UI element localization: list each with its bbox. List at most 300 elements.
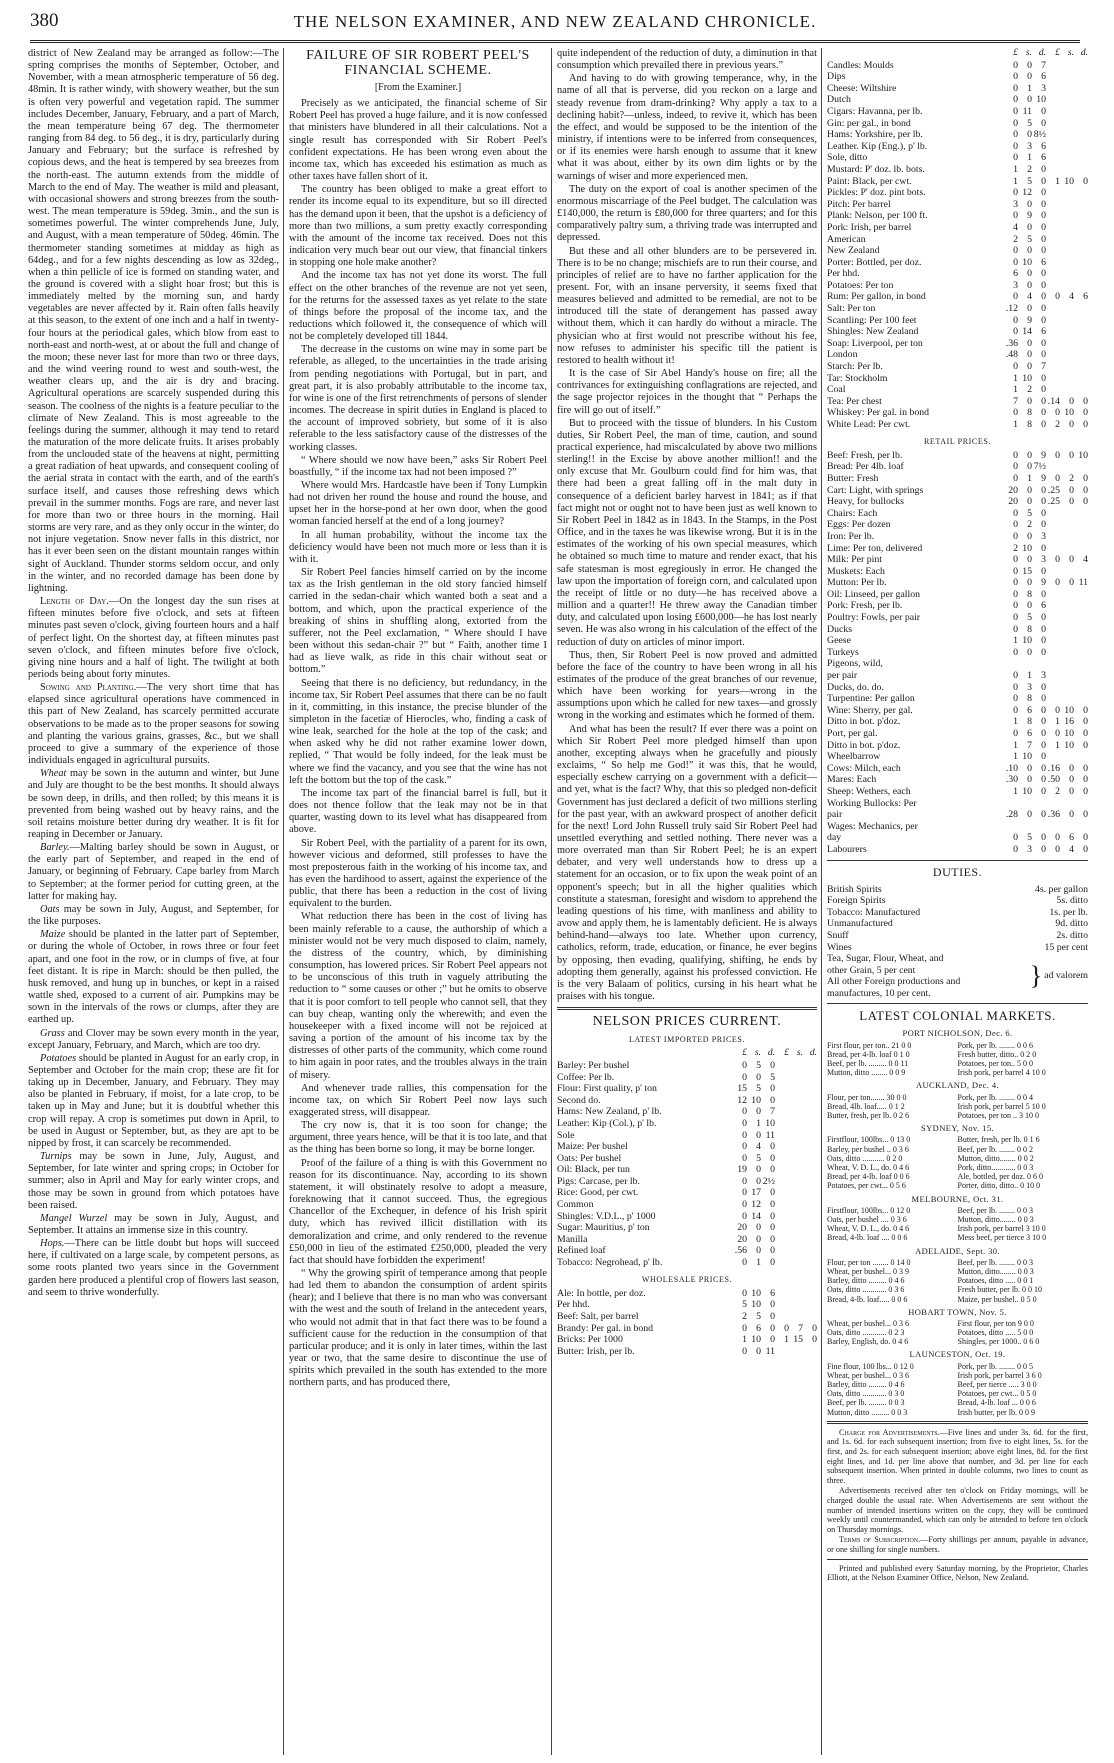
price-value: 0 <box>1055 728 1060 739</box>
paragraph-text: —The very short time that has elapsed since agricultural operations have commenced in this part of New Zealand, has scarcely permitted accurate observations to be made as to the proper seasons for sowing and planting the various grains, grasses, &c., but we shall proceed to give a summary of the experience of those individuals engaged in agricultural pursuits. <box>28 682 279 767</box>
unit-header: £ <box>742 1048 747 1059</box>
price-value: 1 <box>1013 175 1018 187</box>
table-row <box>557 1083 817 1095</box>
price-value <box>803 1245 817 1257</box>
price-item: Milk: Per pint <box>827 554 882 566</box>
price-value: 2 <box>1013 233 1018 245</box>
price-value <box>1074 349 1088 361</box>
price-value <box>1060 71 1074 83</box>
price-value: 0 <box>812 1322 817 1334</box>
price-value: 0 <box>1083 704 1088 716</box>
price-value <box>1032 821 1046 833</box>
paragraph: “ Where should we now have been,” asks Sir Robert Peel boastfully, “ if the income tax had not been imposed ?” <box>289 454 547 478</box>
paragraph-text: may be sown in the autumn and winter, but June and July are thought to be the best months. It should always be sown deep, in drills, and then rolled; by this means it is prevented from being washed out by heavy rains, and the soil retains moisture better during dry weather. It is fit for reaping in December or January. <box>28 768 279 840</box>
price-value: 0 <box>1027 774 1032 786</box>
run-in-head: Hops. <box>40 1238 65 1250</box>
price-value: 10 <box>1022 635 1032 647</box>
table-row <box>557 1095 817 1107</box>
table-row <box>827 164 1088 176</box>
price-value <box>1074 164 1088 176</box>
price-value: 0 <box>1013 449 1018 461</box>
paragraph-text: should be planted in the latter part of September, or during the whole of October, in rows three or four feet apart, and one foot in the row, or in clumps of five, at four feet distant. It is ripe in March: should be then pulled, the husk removed, and hung up in bunches, or kept in a raised wattle shed, exposed to a current of air. Pumpkins may be sown in the intervals of the rows or clumps, after they are earthed up. <box>28 929 279 1026</box>
price-value: 3 <box>1041 530 1046 542</box>
price-item: Working Bullocks: Per <box>827 797 917 809</box>
price-item: Starch: Per lb. <box>827 361 883 373</box>
article-source: [From the Examiner.] <box>374 82 462 93</box>
market-row <box>827 1041 1088 1050</box>
duty-row <box>827 884 1088 896</box>
price-value: 7½ <box>1033 461 1046 473</box>
price-value <box>1060 338 1074 350</box>
section-rule <box>827 1559 1088 1560</box>
price-value <box>1046 222 1060 234</box>
price-value <box>775 1095 789 1107</box>
price-value <box>1046 199 1060 211</box>
table-row <box>827 373 1088 385</box>
price-value: 0 <box>1083 496 1088 508</box>
run-in-head: Wheat <box>40 768 67 780</box>
market-cell: Irish pork, per barrel 3 6 0 <box>957 1370 1042 1380</box>
price-item: Chairs: Each <box>827 507 878 519</box>
price-value: 6 <box>1041 140 1046 152</box>
price-item: Tea: Per chest <box>827 395 882 407</box>
price-value <box>1046 280 1060 292</box>
price-value <box>1074 83 1088 95</box>
price-item: Beef: Fresh, per lb. <box>827 449 903 461</box>
price-value <box>1074 60 1088 72</box>
price-value: 0 <box>1083 407 1088 419</box>
market-cell: Barley, ditto ......... 0 4 6 <box>827 1276 905 1286</box>
price-value: 0 <box>1013 693 1018 705</box>
brace-line: Tea, Sugar, Flour, Wheat, and <box>827 953 944 965</box>
price-item: Wages: Mechanics, per <box>827 820 918 832</box>
price-value <box>1074 361 1088 373</box>
price-value: 0 <box>742 1141 747 1153</box>
price-item: day <box>827 832 842 844</box>
brace-lines <box>827 953 1028 999</box>
price-value: 0 <box>1027 337 1032 349</box>
price-value: 0 <box>742 1175 747 1187</box>
price-value: 10 <box>765 1117 775 1129</box>
paragraph: And whenever trade rallies, this compensation for the income tax, on which Sir Robert Peel now lays such exaggerated stress, will disappear. <box>289 1082 547 1118</box>
price-value: 0 <box>1041 314 1046 326</box>
table-row <box>827 473 1088 485</box>
price-value: 0 <box>1041 774 1046 786</box>
price-value: 0 <box>1041 337 1046 349</box>
price-value: 0 <box>1013 117 1018 129</box>
markets-heading: LATEST COLONIAL MARKETS. <box>859 1008 1056 1024</box>
price-value: 11 <box>1022 105 1032 117</box>
table-row <box>827 419 1088 431</box>
price-value <box>1060 531 1074 543</box>
price-value: 7 <box>1027 739 1032 751</box>
run-in-head: Length of Day. <box>40 596 109 608</box>
price-value: 0 <box>1069 496 1074 508</box>
price-value <box>1074 647 1088 659</box>
market-cell: First flour, per ton.. 21 0 0 <box>827 1040 912 1050</box>
price-value <box>1046 187 1060 199</box>
price-value: 0 <box>1055 407 1060 419</box>
price-value: 0 <box>756 1164 761 1176</box>
price-value <box>1046 118 1060 130</box>
price-value <box>1074 141 1088 153</box>
price-item: Second do. <box>557 1094 601 1106</box>
price-item: Eggs: Per dozen <box>827 519 891 531</box>
price-value: 1 <box>756 1117 761 1129</box>
table-row <box>827 210 1088 222</box>
duties-heading: DUTIES. <box>932 864 983 879</box>
price-value: 0 <box>1013 600 1018 612</box>
price-value: 0 <box>1041 372 1046 384</box>
price-item: Rice: Good, per cwt. <box>557 1187 639 1199</box>
price-value: 0 <box>756 1175 761 1187</box>
price-value: 0 <box>1083 809 1088 821</box>
price-item: Ditto in bot. p'doz. <box>827 716 901 728</box>
duties-list <box>827 884 1088 954</box>
price-value: .50 <box>1047 774 1060 786</box>
price-value: 0 <box>1069 577 1074 589</box>
price-value: 4 <box>1069 843 1074 855</box>
price-item: American <box>827 233 866 245</box>
market-cell: Potatoes, ditto ..... 0 0 1 <box>957 1276 1034 1286</box>
price-item: Ducks, do. do. <box>827 681 884 693</box>
price-item: Mustard: P' doz. lb. bots. <box>827 163 925 175</box>
price-value: 1 <box>1013 716 1018 728</box>
price-value <box>789 1187 803 1199</box>
price-value: 0 <box>742 1322 747 1334</box>
price-value <box>1074 751 1088 763</box>
price-value: 0 <box>1013 704 1018 716</box>
price-value: 5 <box>1027 233 1032 245</box>
price-value <box>1046 519 1060 531</box>
price-value: 10 <box>1022 542 1032 554</box>
price-value <box>1032 798 1046 810</box>
paragraph <box>28 1053 279 1150</box>
market-cell: Butter, fresh, per lb. 0 1 6 <box>957 1135 1040 1145</box>
price-value: 2 <box>1055 785 1060 797</box>
market-town: AUCKLAND, Dec. 4. <box>915 1080 1000 1091</box>
table-row <box>827 141 1088 153</box>
market-cell: Wheat, per bushel... 0 3 6 <box>827 1318 909 1328</box>
price-value <box>1060 210 1074 222</box>
table-row <box>827 821 1088 833</box>
market-table <box>827 1135 1088 1190</box>
price-value <box>1004 658 1018 670</box>
price-value <box>789 1346 803 1358</box>
price-value: 7 <box>770 1106 775 1118</box>
price-value: 3 <box>1041 82 1046 94</box>
price-value <box>1060 658 1074 670</box>
price-value: 0 <box>1013 530 1018 542</box>
price-value: 5 <box>770 1071 775 1083</box>
market-table <box>827 1319 1088 1347</box>
price-value <box>789 1222 803 1234</box>
paragraph <box>28 1028 279 1052</box>
price-value <box>803 1311 817 1323</box>
price-value: 0 <box>1013 588 1018 600</box>
duty-row <box>827 907 1088 919</box>
market-row <box>827 1135 1088 1144</box>
paragraph <box>28 596 279 681</box>
price-item: Iron: Per lb. <box>827 530 875 542</box>
table-body <box>557 1060 817 1269</box>
table-row <box>827 291 1088 303</box>
price-value: 4 <box>756 1141 761 1153</box>
market-cell: Porter, ditto, ditto.. 0 10 0 <box>957 1181 1041 1191</box>
price-value <box>1046 268 1060 280</box>
price-value <box>1074 821 1088 833</box>
paragraph: And the income tax has not yet done its worst. The full effect on the other branches of the revenue are not yet seen, for the returns for the assessed taxes as yet relate to the state of things before the proposal of the income tax, and the reductions which followed it, the consequence of which will not be completely developed till 1844. <box>289 270 547 343</box>
paragraph: The country has been obliged to make a great effort to render its income equal to its expenditure, but so ill directed has the demand upon it been, that the upshot is a deficiency of more than two millions, a sum pretty exactly corresponding with the amount of the income tax received. Does not this indication very much bear out our view, that financial tinkers in stopping one hole make another? <box>289 184 547 269</box>
table-row <box>827 384 1088 396</box>
price-value: 0 <box>1083 472 1088 484</box>
price-value: 0 <box>1013 832 1018 844</box>
price-value <box>1046 658 1060 670</box>
price-item: Heavy, for bullocks <box>827 496 904 508</box>
price-value <box>1074 106 1088 118</box>
market-town: PORT NICHOLSON, Dec. 6. <box>902 1028 1013 1039</box>
price-value <box>775 1060 789 1072</box>
price-value <box>775 1187 789 1199</box>
price-value: 0 <box>770 1233 775 1245</box>
market-cell: Wheat, per bushel... 0 3 9 <box>827 1266 909 1276</box>
price-value <box>1060 257 1074 269</box>
price-value: 0 <box>1013 245 1018 257</box>
market-cell: Fresh butter, ditto.. 0 2 0 <box>957 1049 1037 1059</box>
table-row <box>557 1118 817 1130</box>
market-row <box>827 1111 1088 1120</box>
price-value <box>1046 326 1060 338</box>
price-item: pair <box>827 809 843 821</box>
price-value <box>789 1234 803 1246</box>
price-value <box>775 1130 789 1142</box>
price-value: 0 <box>770 1222 775 1234</box>
price-item: Pork: Irish, per barrel <box>827 221 912 233</box>
price-value: 0 <box>1041 105 1046 117</box>
price-value: 1 <box>1027 82 1032 94</box>
paragraph <box>28 682 279 767</box>
market-row <box>827 1328 1088 1337</box>
price-value <box>789 1211 803 1223</box>
price-value <box>789 1060 803 1072</box>
table-row <box>827 257 1088 269</box>
market-row <box>827 1337 1088 1346</box>
paragraph-text: may be sown in July, August, and September. It attains an immense size in this country. <box>28 1212 279 1236</box>
price-value: 0 <box>1083 728 1088 739</box>
price-value: 5 <box>1027 175 1032 187</box>
market-cell: Barley, English, do. 0 4 6 <box>827 1337 909 1347</box>
price-value: 0 <box>1041 843 1046 855</box>
price-value: 0 <box>1041 739 1046 751</box>
price-value <box>1074 682 1088 694</box>
price-value <box>789 1288 803 1300</box>
price-value: 6 <box>1041 256 1046 268</box>
column-divider <box>551 48 552 1755</box>
price-item: Refined loaf <box>557 1245 606 1257</box>
table-row <box>827 774 1088 786</box>
market-row <box>827 1215 1088 1224</box>
price-value: 3 <box>1027 681 1032 693</box>
price-value <box>1074 531 1088 543</box>
price-item: Sugar: Mauritius, p' ton <box>557 1222 650 1234</box>
price-value: 0 <box>770 1164 775 1176</box>
price-value: 10 <box>1064 739 1074 751</box>
table-row <box>827 234 1088 246</box>
price-value: 0 <box>742 1129 747 1141</box>
price-value: 9 <box>1027 210 1032 222</box>
market-cell: First flour, per ton 9 0 0 <box>957 1318 1034 1328</box>
price-value: 8 <box>1027 623 1032 635</box>
price-value <box>1074 268 1088 280</box>
price-value: 1 <box>1027 472 1032 484</box>
price-value: 11 <box>1078 577 1088 589</box>
price-value: 2 <box>1069 472 1074 484</box>
paragraph <box>28 1151 279 1212</box>
price-value: 1 <box>1013 785 1018 797</box>
masthead-rule <box>30 40 1080 43</box>
price-value <box>1074 338 1088 350</box>
table-row <box>557 1176 817 1188</box>
market-row <box>827 1181 1088 1190</box>
price-value: 10 <box>1022 372 1032 384</box>
price-item: Sheep: Wethers, each <box>827 785 911 797</box>
market-cell: Wheat, per bushel... 0 3 6 <box>827 1370 909 1380</box>
paragraph-text: —Malting barley should be sown in August, or the early part of September, and reaped in the end of January, or beginning of February. Cape barley from March to September; at the former period for cutting green, at the latter for making hay. <box>28 842 279 902</box>
price-item: Mares: Each <box>827 774 877 786</box>
table-row <box>827 338 1088 350</box>
price-item: Dips <box>827 71 846 83</box>
table-row <box>827 496 1088 508</box>
price-value: 1 <box>1055 739 1060 751</box>
table-row <box>827 751 1088 763</box>
price-value: 0 <box>1041 785 1046 797</box>
table-row <box>557 1141 817 1153</box>
price-value <box>803 1130 817 1142</box>
price-value <box>1060 83 1074 95</box>
price-value: 0 <box>1027 762 1032 774</box>
table-row <box>827 485 1088 497</box>
price-item: New Zealand <box>827 245 880 257</box>
market-row <box>827 1362 1088 1371</box>
price-value: 0 <box>742 1257 747 1269</box>
unit-header: d. <box>767 1048 775 1059</box>
price-value <box>1074 543 1088 555</box>
duty-rate: 15 per cent <box>1044 941 1088 953</box>
price-value <box>1060 635 1074 647</box>
price-value: 0 <box>1041 623 1046 635</box>
price-value: 0 <box>1013 187 1018 199</box>
price-value: 0 <box>1041 693 1046 705</box>
price-value: 0 <box>1027 349 1032 361</box>
table-row <box>557 1288 817 1300</box>
price-value: 0 <box>770 1141 775 1153</box>
price-item: Scantling: Per 100 feet <box>827 314 917 326</box>
price-value: 1 <box>1055 716 1060 728</box>
price-value <box>1060 589 1074 601</box>
price-value <box>1046 257 1060 269</box>
price-value: 0 <box>1041 519 1046 531</box>
price-value <box>1060 94 1074 106</box>
price-value <box>1060 280 1074 292</box>
wholesale-heading: WHOLESALE PRICES. <box>641 1274 733 1284</box>
price-value <box>1060 624 1074 636</box>
price-item: Ducks <box>827 623 853 635</box>
price-value: 0 <box>742 1059 747 1071</box>
duty-rate: 5s. ditto <box>1056 895 1088 907</box>
price-value <box>1060 326 1074 338</box>
price-value: .16 <box>1047 762 1060 774</box>
table-row <box>827 268 1088 280</box>
table-row <box>827 728 1088 740</box>
market-cell: Beef, per lb. ......... 0 0 11 <box>827 1059 909 1069</box>
brace-line: All other Foreign productions and <box>827 976 961 988</box>
duty-rate: 4s. per gallon <box>1034 883 1088 895</box>
market-cell: Irish pork, per barrel 3 10 0 <box>957 1224 1046 1234</box>
price-value <box>1060 600 1074 612</box>
price-value <box>775 1299 789 1311</box>
price-value: 1 <box>1013 751 1018 763</box>
paragraph: But to proceed with the tissue of blunders. In his Custom duties, Sir Robert Peel, the man of time, caution, and sound practical experience, had miscalculated by above two millions sterling!! in the Excise by above another million!! and the only excuse that Mr. Goulburn could find for him was, that there had been a great falling off in the malt duty in consequence of a deficient barley harvest in 1841; as if that fact might not or ought not to have been just as well known to Sir Robert Peel in 1842 as in 1843. In the Stamps, in the Post Office, and in the taxes he was likewise wrong. But it is in the estimates of the working of his own special measures, which he obtained so much time to mature and render exact, that his safe statesman is most egregiously in error. He changed the law upon the importation of foreign corn, and calculated upon the receipt of little or no duty—he has received above a million and a quarter!! He threw away the Canadian timber duty, and calculated upon losing £600,000—he has lost nearly seven. He was also wrong in his calculation of the effect of the reduction of duty on articles of minor import. <box>557 417 817 648</box>
price-value: 0 <box>1041 762 1046 774</box>
price-value: 4 <box>1027 291 1032 303</box>
table-row <box>827 531 1088 543</box>
price-value: 0 <box>1055 472 1060 484</box>
price-value: 0 <box>1013 472 1018 484</box>
price-value: 10 <box>751 1094 761 1106</box>
price-value <box>775 1176 789 1188</box>
price-value: 6 <box>1041 71 1046 83</box>
markets-list <box>827 1027 1088 1416</box>
price-value: 0 <box>1041 210 1046 222</box>
price-value: 0 <box>1041 395 1046 407</box>
price-value: 0 <box>1083 419 1088 430</box>
price-value <box>789 1153 803 1165</box>
price-value: 6 <box>1013 268 1018 280</box>
price-value <box>803 1176 817 1188</box>
table-row <box>827 199 1088 211</box>
price-value: 8 <box>1027 716 1032 728</box>
table-row <box>827 682 1088 694</box>
price-value: 0 <box>742 1187 747 1199</box>
price-value <box>789 1176 803 1188</box>
price-value <box>1060 118 1074 130</box>
paragraph: Proof of the failure of a thing is with this Government no reason for its discontinuance. Nay, according to its shown statement, it will obstinately resolve to adopt a measure, foreknowing that it cannot succeed. Thus, the egregious Chancellor of the Exchequer, in defence of his Irish spirit duty, which has revived illicit distillation with its demoralization and crime, and only rendered to the revenue £50,000 in lieu of the estimated £250,000, pleaded the very fact that should have forbidden the experiment! <box>289 1157 547 1266</box>
price-value: 0 <box>1013 105 1018 117</box>
table-row <box>557 1257 817 1269</box>
price-value: 0 <box>742 1287 747 1299</box>
paragraph: Where would Mrs. Hardcastle have been if Tony Lumpkin had not driven her round the house and round the house, and upset her in the horse-pond at her own door, when the good woman fancied herself at the end of a long journey? <box>289 480 547 528</box>
table-row <box>827 670 1088 682</box>
market-table <box>827 1258 1088 1304</box>
price-value: 0 <box>770 1152 775 1164</box>
price-value: 0 <box>1013 554 1018 566</box>
market-table <box>827 1362 1088 1417</box>
price-value: 12 <box>751 1199 761 1211</box>
price-item: Hams: New Zealand, p' lb. <box>557 1106 662 1118</box>
price-value <box>1060 612 1074 624</box>
price-value: 0 <box>1027 198 1032 210</box>
price-value <box>1060 373 1074 385</box>
price-value: 0 <box>1041 279 1046 291</box>
price-value <box>803 1187 817 1199</box>
market-cell: Beef, per lb. ........ 0 0 3 <box>957 1205 1034 1215</box>
price-value: 0 <box>1027 129 1032 141</box>
price-value <box>1046 682 1060 694</box>
price-value: 6 <box>1041 326 1046 338</box>
price-value: 0 <box>1041 384 1046 396</box>
price-value: 0 <box>1083 175 1088 187</box>
price-value <box>803 1299 817 1311</box>
